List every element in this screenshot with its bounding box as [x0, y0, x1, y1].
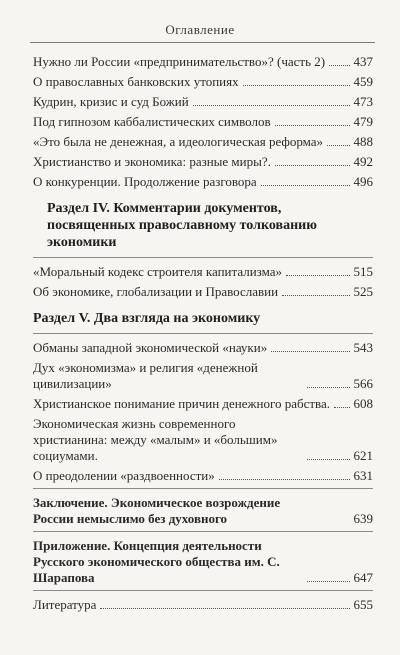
toc-entry-page: 515 [353, 264, 373, 279]
toc-entry[interactable] [33, 154, 373, 170]
toc-entry-page: 488 [353, 134, 373, 149]
dot-leader [307, 581, 350, 582]
toc-entry-page: 566 [353, 376, 373, 391]
toc-entry-title: Приложение. Концепция деятельности Русского экономического общества им. С. Шарапова [33, 538, 280, 585]
table-of-contents [33, 54, 373, 617]
toc-entry-page: 473 [353, 94, 373, 109]
dot-leader [261, 185, 350, 186]
toc-entry-title: «Это была не денежная, а идеологическая реформа» [33, 134, 324, 149]
dot-leader [271, 351, 349, 352]
section-divider [33, 257, 373, 258]
toc-entry-title: Экономическая жизнь современного христианина: между «малым» и «большим» социумами. [33, 416, 278, 463]
toc-entry[interactable] [33, 74, 373, 90]
dot-leader [275, 125, 350, 126]
dot-leader [219, 479, 350, 480]
toc-entry[interactable] [33, 416, 373, 464]
toc-entry[interactable] [33, 94, 373, 110]
section-divider [33, 590, 373, 591]
toc-entry-title: Дух «экономизма» и религия «денежной цивилизации» [33, 360, 258, 391]
toc-entry-title: О православных банковских утопиях [33, 74, 239, 89]
toc-entry[interactable] [33, 468, 373, 484]
header-rule [30, 42, 375, 43]
toc-entry[interactable] [33, 174, 373, 190]
toc-entry-page: 639 [353, 511, 373, 526]
dot-leader [307, 522, 350, 523]
toc-entry-appendix[interactable] [33, 538, 373, 586]
toc-entry-page: 437 [353, 54, 373, 69]
toc-entry[interactable] [33, 360, 373, 392]
dot-leader [329, 65, 349, 66]
toc-entry-title: Об экономике, глобализации и Православии [33, 284, 279, 299]
dot-leader [193, 105, 350, 106]
toc-entry-title: О конкуренции. Продолжение разговора [33, 174, 257, 189]
toc-entry-title: Христианское понимание причин денежного рабства. [33, 396, 331, 411]
dot-leader [243, 85, 350, 86]
section-iv-heading: Раздел IV. Комментарии документов, посвященных православному толкованию экономики [47, 201, 317, 250]
dot-leader [307, 387, 350, 388]
toc-entry-title: Обманы западной экономической «науки» [33, 340, 268, 355]
toc-entry-title: Христианство и экономика: разные миры?. [33, 154, 271, 169]
dot-leader [327, 145, 349, 146]
toc-entry-title: «Моральный кодекс строителя капитализма» [33, 264, 283, 279]
toc-entry-page: 543 [353, 340, 373, 355]
toc-entry-page: 608 [353, 396, 373, 411]
toc-entry[interactable] [33, 54, 373, 70]
dot-leader [334, 407, 349, 408]
toc-entry-page: 621 [353, 448, 373, 463]
toc-entry-title: Литература [33, 597, 97, 612]
toc-entry-page: 479 [353, 114, 373, 129]
toc-entry-page: 631 [353, 468, 373, 483]
toc-entry[interactable] [33, 340, 373, 356]
toc-entry-page: 492 [353, 154, 373, 169]
dot-leader [307, 459, 350, 460]
toc-entry-title: Нужно ли России «предпринимательство»? (часть 2) [33, 54, 326, 69]
toc-entry[interactable] [33, 284, 373, 300]
section-divider [33, 333, 373, 334]
toc-entry-page: 647 [353, 570, 373, 585]
toc-entry-title: Кудрин, кризис и суд Божий [33, 94, 189, 109]
toc-entry-title: О преодолении «раздвоенности» [33, 468, 215, 483]
toc-entry[interactable] [33, 114, 373, 130]
toc-entry-page: 655 [353, 597, 373, 612]
dot-leader [286, 275, 349, 276]
toc-entry-page: 459 [353, 74, 373, 89]
toc-entry-title: Под гипнозом каббалистических символов [33, 114, 271, 129]
running-head: Оглавление [165, 22, 235, 37]
toc-entry[interactable] [33, 396, 373, 412]
section-v-heading: Раздел V. Два взгляда на экономику [33, 311, 261, 326]
dot-leader [282, 295, 349, 296]
section-divider [33, 531, 373, 532]
toc-entry-page: 525 [353, 284, 373, 299]
section-divider [33, 488, 373, 489]
toc-entry-page: 496 [353, 174, 373, 189]
dot-leader [275, 165, 350, 166]
dot-leader [100, 608, 349, 609]
toc-entry[interactable] [33, 264, 373, 280]
toc-entry[interactable] [33, 134, 373, 150]
toc-entry-literature[interactable] [33, 597, 373, 613]
toc-entry-conclusion[interactable] [33, 495, 373, 527]
toc-entry-title: Заключение. Экономическое возрождение России немыслимо без духовного [33, 495, 281, 526]
